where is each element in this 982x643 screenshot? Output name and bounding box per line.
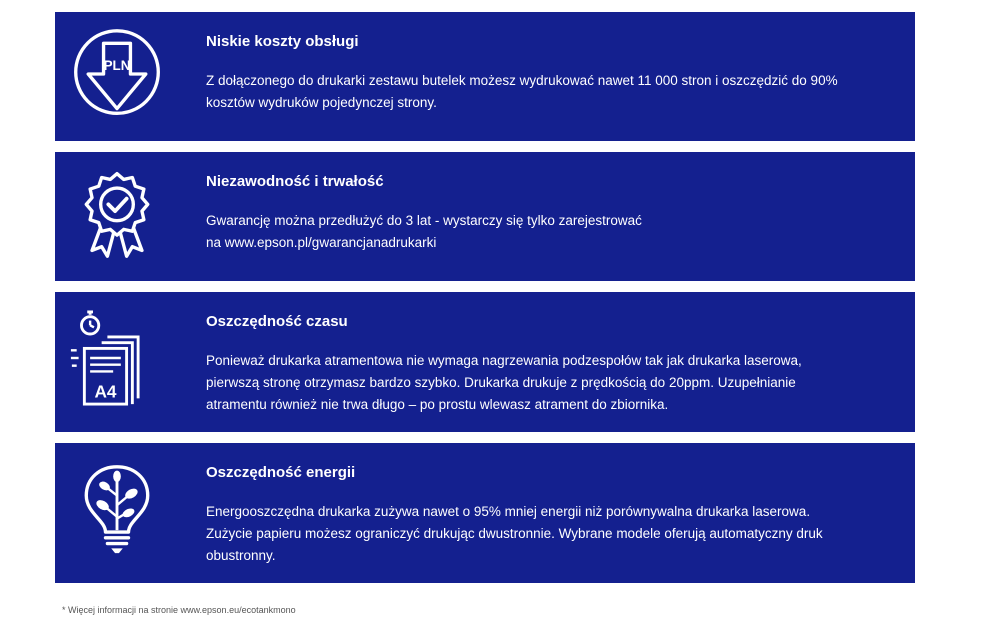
footnote: * Więcej informacji na stronie www.epson.eu/ecotankmono — [62, 605, 296, 615]
card-title: Oszczędność energii — [206, 464, 356, 481]
card-description-line: Ponieważ drukarka atramentowa nie wymaga nagrzewania podzespołów tak jak drukarka laserowa, — [206, 353, 802, 368]
card-description-line: na www.epson.pl/gwarancjanadrukarki — [206, 235, 437, 250]
card-description-line: atramentu również nie trwa długo – po prostu wlewasz atrament do zbiornika. — [206, 397, 669, 412]
card-description — [206, 70, 906, 114]
card-description-line: Gwarancję można przedłużyć do 3 lat - wystarczy się tylko zarejestrować — [206, 213, 642, 228]
feature-card-energy-saving — [55, 443, 915, 583]
card-title: Niezawodność i trwałość — [206, 173, 384, 190]
card-description-line: Z dołączonego do drukarki zestawu butelek możesz wydrukować nawet 11 000 stron i oszczędzić do 90% — [206, 73, 838, 88]
feature-card-low-costs — [55, 12, 915, 141]
lightbulb-plant-icon — [69, 461, 165, 557]
card-description-line: obustronny. — [206, 548, 276, 563]
feature-card-time-saving — [55, 292, 915, 432]
card-description — [206, 210, 906, 254]
award-ribbon-check-icon — [69, 166, 165, 262]
card-description — [206, 350, 906, 416]
stopwatch-document-icon — [69, 310, 165, 406]
card-description-line: Energooszczędna drukarka zużywa nawet o 95% mniej energii niż porównywalna drukarka laserowa. — [206, 504, 811, 519]
feature-card-reliability — [55, 152, 915, 281]
pln-icon-label: PLN — [103, 58, 131, 74]
card-description-line: kosztów wydruków pojedynczej strony. — [206, 95, 437, 110]
card-title: Oszczędność czasu — [206, 313, 348, 330]
card-description-line: pierwszą stronę otrzymasz bardzo szybko. Drukarka drukuje z prędkością do 20ppm. Uzupełnianie — [206, 375, 796, 390]
card-description — [206, 501, 906, 567]
card-description-line: Zużycie papieru możesz ograniczyć drukując dwustronnie. Wybrane modele oferują automatyczny druk — [206, 526, 823, 541]
pln-down-arrow-icon — [69, 26, 165, 122]
card-title: Niskie koszty obsługi — [206, 33, 359, 50]
a4-icon-label: A4 — [94, 381, 117, 402]
